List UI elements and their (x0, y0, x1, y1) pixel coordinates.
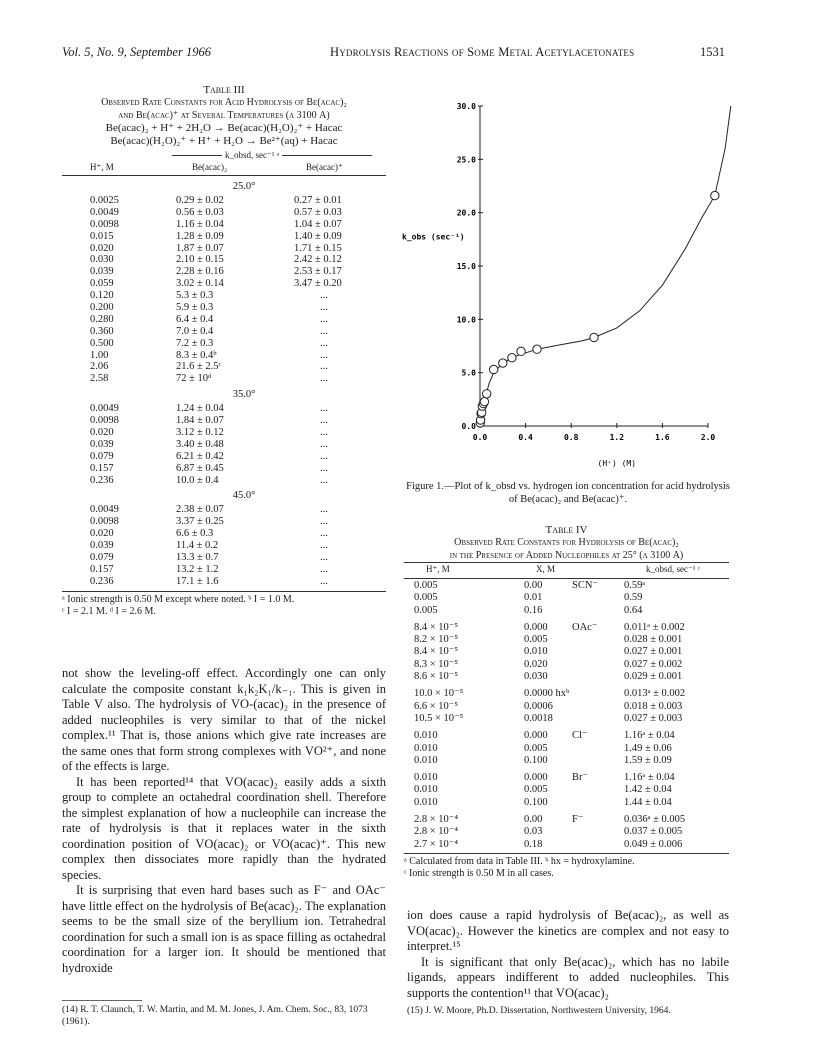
table-row (404, 771, 729, 783)
table-cell: 0.005 (524, 634, 548, 646)
table-row (404, 621, 729, 633)
table-cell: 8.4 × 10⁻⁵ (414, 646, 458, 658)
footnote-15: (15) J. W. Moore, Ph.D. Dissertation, Northwestern University, 1964. (407, 1006, 671, 1016)
table-row (62, 462, 386, 474)
paragraph: It has been reported¹⁴ that VO(acac)₂ easily adds a sixth group to complete an octahedral coordination shell. Therefore the simplest explanation of how a nucleophile can increase the rate of hydrolysis is that it replaces water in the sixth coordination position of VO(acac)₂ or VO(acac)⁺. This new complex then dissociates more rapidly than the hydrated species. (62, 774, 386, 882)
table-row (404, 645, 729, 657)
table-row (62, 277, 386, 289)
table-cell: 1.49 ± 0.06 (624, 742, 672, 754)
table-cell: ... (320, 325, 328, 337)
table-cell: 5.3 ± 0.3 (176, 290, 214, 302)
table-3-body (62, 180, 386, 587)
table-cell: 1.71 ± 0.15 (294, 242, 342, 254)
table-row (404, 633, 729, 645)
table-cell: 0.0049 (90, 504, 119, 516)
table-row (404, 700, 729, 712)
table-cell: ... (320, 361, 328, 373)
table-cell: 0.020 (90, 427, 114, 439)
paragraph: It is surprising that even hard bases such as F⁻ and OAc⁻ have little effect on the hydrolysis of Be(acac)₂. The explanation seems to be the small size of the beryllium ion. Tetrahedral coordination for such a small ion is as space filling as octahedral coordination for a larger ion. It should be mentioned that hydroxide (62, 883, 386, 975)
data-point (533, 345, 541, 353)
table-cell: 0.56 ± 0.03 (176, 206, 224, 218)
data-point (590, 333, 598, 341)
table-cell: 0.59ᵃ (624, 580, 646, 591)
table-3-equation-2: Be(acac)(H₂O)₂⁺ + H⁺ + H₂O → Be²⁺(aq) + Hacac (110, 135, 338, 147)
table-cell: 1.59 ± 0.09 (624, 754, 672, 766)
table-cell: 0.037 ± 0.005 (624, 826, 683, 838)
table-cell: 0.010 (414, 796, 438, 808)
table-row (404, 729, 729, 741)
table-cell: ... (320, 415, 328, 427)
table-cell: 0.005 (414, 592, 438, 604)
table-cell: 0.030 (524, 671, 548, 683)
table-cell: 2.7 × 10⁻⁴ (414, 838, 458, 850)
table-cell: 0.005 (524, 742, 548, 754)
figure-1 (398, 80, 738, 468)
table-3 (62, 84, 386, 618)
table-cell: 0.000 (524, 621, 548, 633)
table-cell: ... (320, 403, 328, 415)
table-cell: 0.079 (90, 552, 114, 564)
table-cell: 2.28 ± 0.16 (176, 266, 224, 278)
table-row (62, 360, 386, 372)
table-cell: 3.47 ± 0.20 (294, 278, 342, 290)
table-row (404, 796, 729, 808)
table-cell: 0.027 ± 0.001 (624, 646, 683, 658)
table-cell: 0.005 (414, 604, 438, 616)
table-cell: 0.0006 (524, 700, 553, 712)
table-cell: 1.42 ± 0.04 (624, 784, 672, 796)
table-cell: 0.029 ± 0.001 (624, 671, 683, 683)
table-cell: 0.010 (414, 784, 438, 796)
table-cell: 0.015 (90, 230, 114, 242)
table-cell: 0.039 (90, 266, 114, 278)
table-cell: 0.059 (90, 278, 114, 290)
table-row (62, 242, 386, 254)
table-row (62, 301, 386, 313)
table-row (62, 372, 386, 384)
table-cell: 0.000 (524, 772, 548, 784)
left-column-text (62, 666, 386, 976)
table-cell: 72 ± 10ᵈ (176, 373, 212, 385)
table-cell: ... (320, 313, 328, 325)
table-cell: ... (320, 290, 328, 302)
table-cell: 0.0000 hxᵇ (524, 688, 570, 700)
table-cell: 2.38 ± 0.07 (176, 504, 224, 516)
table-cell: 1.16ᵃ ± 0.04 (624, 730, 675, 742)
footnote-14: (14) R. T. Claunch, T. W. Martin, and M. M. Jones, J. Am. Chem. Soc., 83, 1073 (1961). (62, 1005, 368, 1027)
x-tick-label: 1.2 (609, 433, 625, 442)
table-cell: ... (320, 462, 328, 474)
table-cell: 2.10 ± 0.15 (176, 254, 224, 266)
y-tick-label: 25.0 (456, 155, 476, 165)
table-cell: 8.3 ± 0.4ᵇ (176, 349, 217, 361)
table-row (62, 349, 386, 361)
paragraph: ion does cause a rapid hydrolysis of Be(acac)₂, as well as VO(acac)₂. However the kinetics are complex and not easy to interpret.¹⁵ (407, 908, 729, 953)
paragraph: not show the leveling-off effect. Accordingly one can only calculate the composite constant k₁k₂K₁/k₋₁. This is given in Table V also. The hydrolysis of VO-(acac)₂ in the presence of added nucleophiles is very similar to that of the nickel complex.¹¹ That is, those anions which give rate increases are the same ones that form strong complexes with VO²⁺, and none of the effects is large. (62, 666, 386, 773)
table-row (404, 742, 729, 754)
table-cell: 8.2 × 10⁻⁵ (414, 634, 458, 646)
table-cell: 0.00 (524, 814, 543, 826)
table-cell: ... (320, 474, 328, 486)
table-row (62, 575, 386, 587)
table-row (62, 527, 386, 539)
table-row (404, 604, 729, 616)
table-cell: ... (320, 552, 328, 564)
table-3-title: Table III (203, 84, 245, 96)
table-cell: 0.236 (90, 474, 114, 486)
table-4-footnotes: ᵃ Calculated from data in Table III. ᵇ hx = hydroxylamine. ᶜ Ionic strength is 0.50 M in all cases. (404, 853, 729, 880)
table-cell: 0.0098 (90, 516, 119, 528)
table-cell: 0.005 (414, 580, 438, 591)
table-cell: 0.57 ± 0.03 (294, 206, 342, 218)
table-row (404, 591, 729, 603)
right-column-text (407, 908, 729, 1001)
table-cell: SCN⁻ (572, 580, 598, 591)
table-cell: 0.010 (414, 730, 438, 742)
table-cell: 0.010 (414, 742, 438, 754)
page-number: 1531 (700, 45, 725, 59)
table-cell: 0.030 (90, 254, 114, 266)
table-cell: 0.03 (524, 826, 543, 838)
data-point (480, 397, 488, 405)
table-cell: 0.100 (524, 796, 548, 808)
table-cell: 0.157 (90, 563, 114, 575)
table-cell: 10.0 × 10⁻⁵ (414, 688, 464, 700)
table-cell: 2.42 ± 0.12 (294, 254, 342, 266)
table-cell: ... (320, 575, 328, 587)
table-cell: ... (320, 540, 328, 552)
table-cell: 6.87 ± 0.45 (176, 462, 224, 474)
table-cell: 3.37 ± 0.25 (176, 516, 224, 528)
table-cell: 1.04 ± 0.07 (294, 218, 342, 230)
table-cell: 0.036ᵃ ± 0.005 (624, 814, 686, 826)
table-cell: 0.16 (524, 604, 543, 616)
table-4-body (404, 579, 729, 850)
table-cell: 0.010 (524, 646, 548, 658)
table-row (62, 474, 386, 486)
table-cell: 0.0049 (90, 206, 119, 218)
table-cell: 0.000 (524, 730, 548, 742)
table-cell: 0.020 (90, 242, 114, 254)
table-row (62, 218, 386, 230)
table-cell: 1.84 ± 0.07 (176, 415, 224, 427)
table-cell: 0.29 ± 0.02 (176, 195, 224, 206)
table-cell: 0.020 (524, 658, 548, 670)
table-cell: 0.010 (414, 772, 438, 784)
left-footnote-block (62, 1000, 386, 1028)
table-cell: 0.0049 (90, 403, 119, 415)
table-cell: F⁻ (572, 814, 584, 826)
table-cell: 0.18 (524, 838, 543, 850)
table-cell: ... (320, 438, 328, 450)
table-3-temperature-heading: 35.0° (232, 389, 256, 401)
table-cell: 2.8 × 10⁻⁴ (414, 814, 458, 826)
table-3-kobs-header: k_obsd, sec⁻¹ ᵃ (62, 149, 386, 161)
table-cell: 6.4 ± 0.4 (176, 313, 214, 325)
x-tick-label: 0.0 (472, 433, 488, 442)
y-tick-label: 5.0 (461, 368, 476, 378)
table-4-caption: Observed Rate Constants for Hydrolysis of Be(acac)₂ in the Presence of Added Nucleophiles at 25° (λ 3100 A) (449, 537, 684, 561)
x-tick-label: 2.0 (700, 433, 716, 442)
table-cell: 1.00 (90, 349, 109, 361)
table-row (62, 539, 386, 551)
table-cell: 0.005 (524, 784, 548, 796)
table-row (62, 206, 386, 218)
table-row (404, 754, 729, 766)
table-cell: 5.9 ± 0.3 (176, 302, 214, 314)
table-3-caption: Observed Rate Constants for Acid Hydrolysis of Be(acac)₂ and Be(acac)⁺ at Several Temperatures (λ 3100 A) (101, 97, 347, 121)
table-row (404, 687, 729, 699)
table-row (62, 253, 386, 265)
y-axis-label: k_obs (sec⁻¹) (402, 232, 465, 242)
table-cell: ... (320, 563, 328, 575)
table-3-column-headers: H⁺, M Be(acac)₂ Be(acac)⁺ (90, 162, 343, 172)
table-row (404, 670, 729, 682)
data-point (508, 354, 516, 362)
table-row (404, 783, 729, 795)
data-point (483, 390, 491, 398)
table-cell: 0.00 (524, 580, 543, 591)
y-tick-label: 10.0 (456, 315, 476, 325)
table-cell: 3.40 ± 0.48 (176, 438, 224, 450)
table-cell: 8.4 × 10⁻⁵ (414, 621, 458, 633)
table-cell: 7.0 ± 0.4 (176, 325, 214, 337)
table-cell: 0.018 ± 0.003 (624, 700, 683, 712)
table-row (62, 194, 386, 206)
y-tick-label: 30.0 (456, 102, 476, 111)
table-cell: 8.6 × 10⁻⁵ (414, 671, 458, 683)
y-tick-label: 20.0 (456, 208, 476, 218)
table-row (404, 813, 729, 825)
running-header-journal: Vol. 5, No. 9, September 1966 (62, 45, 211, 59)
table-cell: 0.120 (90, 290, 114, 302)
table-row (62, 313, 386, 325)
table-cell: 1.16ᵃ ± 0.04 (624, 772, 675, 784)
table-row (62, 265, 386, 277)
table-cell: 0.039 (90, 540, 114, 552)
y-tick-label: 15.0 (456, 262, 476, 271)
table-cell: 2.53 ± 0.17 (294, 266, 342, 278)
table-cell: ... (320, 427, 328, 439)
table-3-temperature-heading: 25.0° (232, 181, 256, 192)
table-cell: 1.40 ± 0.09 (294, 230, 342, 242)
table-cell: ... (320, 337, 328, 349)
data-point (489, 365, 497, 373)
table-cell: 0.020 (90, 528, 114, 540)
right-footnote-block (407, 1006, 729, 1018)
x-axis-label: (H⁺) (M) (597, 459, 637, 468)
x-tick-label: 0.8 (563, 433, 579, 442)
table-cell: 0.013ᵃ ± 0.002 (624, 688, 686, 700)
table-cell: 2.58 (90, 373, 109, 385)
table-row (62, 503, 386, 515)
table-cell: 0.010 (414, 754, 438, 766)
table-cell: 10.0 ± 0.4 (176, 474, 219, 486)
table-cell: 0.027 ± 0.003 (624, 712, 683, 724)
table-row (62, 515, 386, 527)
table-cell: 0.236 (90, 575, 114, 587)
table-cell: OAc⁻ (572, 621, 598, 633)
table-cell: 0.0098 (90, 218, 119, 230)
table-cell: 6.6 × 10⁻⁵ (414, 700, 458, 712)
table-row (62, 402, 386, 414)
table-cell: 0.500 (90, 337, 114, 349)
table-row (404, 658, 729, 670)
table-row (62, 289, 386, 301)
table-cell: ... (320, 373, 328, 385)
table-3-footnotes: ᵃ Ionic strength is 0.50 M except where noted. ᵇ I = 1.0 M. ᶜ I = 2.1 M. ᵈ I = 2.6 M. (62, 591, 386, 618)
table-cell: 13.3 ± 0.7 (176, 552, 219, 564)
table-cell: ... (320, 450, 328, 462)
table-cell: 0.039 (90, 438, 114, 450)
y-tick-label: 0.0 (461, 422, 476, 431)
table-cell: 0.01 (524, 592, 543, 604)
figure-1-plot (398, 80, 738, 468)
table-row (404, 825, 729, 837)
figure-1-caption: Figure 1.—Plot of k_obsd vs. hydrogen ion concentration for acid hydrolysis of Be(acac)₂ and Be(acac)⁺. (406, 481, 730, 505)
table-row (404, 838, 729, 850)
table-cell: 21.6 ± 2.5ᶜ (176, 361, 222, 373)
table-cell: 1.44 ± 0.04 (624, 796, 672, 808)
data-point (711, 191, 719, 199)
table-cell: 0.028 ± 0.001 (624, 634, 683, 646)
table-row (62, 438, 386, 450)
table-cell: 1.28 ± 0.09 (176, 230, 224, 242)
table-cell: 11.4 ± 0.2 (176, 540, 219, 552)
table-cell: 3.02 ± 0.14 (176, 278, 224, 290)
table-cell: 2.8 × 10⁻⁴ (414, 826, 458, 838)
table-3-equation-1: Be(acac)₂ + H⁺ + 2H₂O → Be(acac)(H₂O)₂⁺ + Hacac (105, 122, 343, 134)
table-cell: 0.157 (90, 462, 114, 474)
table-cell: 0.011ᵃ ± 0.002 (624, 621, 685, 633)
table-row (62, 230, 386, 242)
x-tick-label: 1.6 (655, 433, 670, 442)
table-row (62, 414, 386, 426)
table-cell: 0.079 (90, 450, 114, 462)
table-cell: 0.0025 (90, 195, 119, 206)
table-cell: 1.16 ± 0.04 (176, 218, 224, 230)
table-row (62, 450, 386, 462)
table-row (404, 579, 729, 591)
fitted-curve (480, 106, 731, 426)
table-cell: 1.24 ± 0.04 (176, 403, 224, 415)
table-3-temperature-heading: 45.0° (232, 490, 256, 502)
table-cell: 0.360 (90, 325, 114, 337)
table-row (404, 712, 729, 724)
table-row (62, 563, 386, 575)
table-cell: 0.0098 (90, 415, 119, 427)
table-cell: 1.87 ± 0.07 (176, 242, 224, 254)
table-cell: 0.59 (624, 592, 643, 604)
paragraph: It is significant that only Be(acac)₂, which has no labile ligands, appears indifferent to added nucleophiles. This supports the contention¹¹ that VO(acac)₂ (407, 954, 729, 1000)
table-4 (404, 524, 729, 880)
table-row (62, 551, 386, 563)
table-cell: 10.5 × 10⁻⁵ (414, 712, 464, 724)
data-point (499, 359, 507, 367)
table-cell: Br⁻ (572, 772, 589, 784)
data-point (517, 347, 525, 355)
table-cell: 6.21 ± 0.42 (176, 450, 224, 462)
table-cell: 0.100 (524, 754, 548, 766)
table-cell: 0.280 (90, 313, 114, 325)
table-cell: 0.27 ± 0.01 (294, 195, 342, 206)
table-cell: ... (320, 349, 328, 361)
table-row (62, 337, 386, 349)
table-cell: ... (320, 528, 328, 540)
table-cell: 0.027 ± 0.002 (624, 658, 683, 670)
table-cell: 2.06 (90, 361, 109, 373)
table-cell: 8.3 × 10⁻⁵ (414, 658, 458, 670)
table-cell: ... (320, 302, 328, 314)
table-4-title: Table IV (545, 524, 588, 536)
table-cell: 3.12 ± 0.12 (176, 427, 224, 439)
table-4-column-headers: H⁺, M X, M k_obsd, sec⁻¹ ᶜ (404, 562, 729, 578)
table-cell: 6.6 ± 0.3 (176, 528, 214, 540)
x-tick-label: 0.4 (518, 433, 533, 442)
table-cell: 17.1 ± 1.6 (176, 575, 219, 587)
table-cell: 0.64 (624, 604, 643, 616)
table-cell: ... (320, 516, 328, 528)
table-cell: 7.2 ± 0.3 (176, 337, 214, 349)
table-cell: ... (320, 504, 328, 516)
table-row (62, 325, 386, 337)
table-cell: Cl⁻ (572, 730, 588, 742)
table-row (62, 426, 386, 438)
running-header-title: Hydrolysis Reactions of Some Metal Acetylacetonates (330, 45, 635, 59)
table-cell: 0.200 (90, 302, 114, 314)
table-cell: 0.049 ± 0.006 (624, 838, 683, 850)
table-cell: 13.2 ± 1.2 (176, 563, 219, 575)
table-cell: 0.0018 (524, 712, 553, 724)
